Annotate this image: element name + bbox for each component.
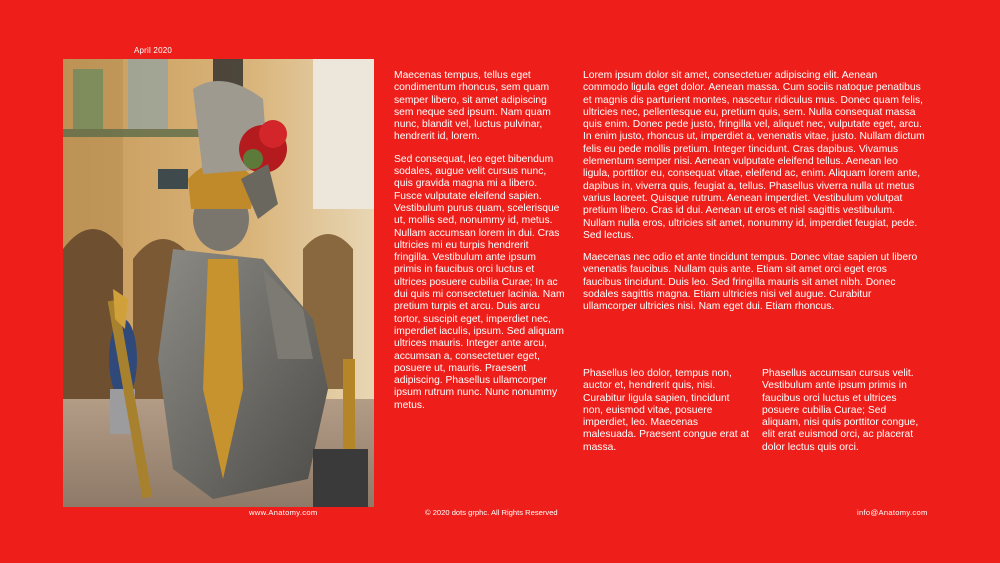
column1-paragraph-2: Sed consequat, leo eget bibendum sodales, augue velit cursus nunc, quis gravida magna mi a libero. Fusce vulputate eleifend sapien. Vestibulum purus quam, scelerisque ut, mollis sed, nonummy id, metus. Nullam accumsan lorem in dui. Cras ultricies mi eu turpis hendrerit fringilla. Vestibulum ante ipsum primis in faucibus orci luctus et ultrices posuere cubilia Curae; In ac dui quis mi consectetuer lacinia. Nam pretium turpis et arcu. Duis arcu tortor, suscipit eget, imperdiet nec, imperdiet iaculis, ipsum. Sed aliquam ultrices mauris. Integer ante arcu, accumsan a, consectetuer eget, posuere ut, mauris. Praesent adipiscing. Phasellus ullamcorper ipsum rutrum nunc. Nunc nonummy metus. [394,153,565,411]
footer-copyright: © 2020 dots grphc. All Rights Reserved [425,508,558,517]
column2-paragraph-2: Maecenas nec odio et ante tincidunt tempus. Donec vitae sapien ut libero venenatis faucibus. Nullam quis ante. Etiam sit amet orci eget eros faucibus tincidunt. Duis leo. Sed fringilla mauris sit amet nibh. Donec sodales sagittis magna. Etiam ultricies nisi vel augue. Curabitur ullamcorper ultricies nisi. Nam eget dui. Etiam rhoncus. [583,252,918,313]
column2-paragraph-1: Lorem ipsum dolor sit amet, consectetuer adipiscing elit. Aenean commodo ligula eget dolor. Aenean massa. Cum sociis natoque penatibus et magnis dis parturient montes, nascetur ridiculus mus. Donec quam felis, ultricies nec, pellentesque eu, pretium quis, sem. Nulla consequat massa quis enim. Donec pede justo, fringilla vel, aliquet nec, vulputate eget, arcu. In enim justo, rhoncus ut, imperdiet a, venenatis vitae, justo. Nullam dictum felis eu pede mollis pretium. Integer tincidunt. Cras dapibus. Vivamus elementum semper nisi. Aenean vulputate eleifend tellus. Aenean leo ligula, porttitor eu, consequat vitae, eleifend ac, enim. Aliquam lorem ante, dapibus in, viverra quis, feugiat a, tellus. Phasellus viverra nulla ut metus varius laoreet. Quisque rutrum. Aenean imperdiet. Vestibulum volutpat pretium libero. Cras id dui. Aenean ut eros et nisl sagittis vestibulum. Nullam nulla eros, ultricies sit amet, nonummy id, imperdiet feugiat, pede. Sed lectus. [583,70,925,241]
footer-email-link[interactable]: info@Anatomy.com [857,508,928,517]
column3-left-paragraph: Phasellus leo dolor, tempus non, auctor et, hendrerit quis, nisi. Curabitur ligula sapien, tincidunt non, euismod vitae, posuere imperdiet, leo. Maecenas malesuada. Praesent congue erat at massa. [583,368,750,453]
text-column-1 [394,70,566,422]
column3-right-paragraph: Phasellus accumsan cursus velit. Vestibulum ante ipsum primis in faucibus orci luctus et ultrices posuere cubilia Curae; Sed aliquam, nisi quis porttitor congue, elit erat euismod orci, ac placerat dolor lectus quis orci. [762,368,919,453]
text-column-2 [583,70,925,324]
column1-paragraph-1: Maecenas tempus, tellus eget condimentum rhoncus, sem quam semper libero, sit amet adipiscing sem neque sed ipsum. Nam quam nunc, blandit vel, luctus pulvinar, hendrerit id, lorem. [394,70,551,143]
text-column-3-left [583,368,751,464]
text-column-3-right [762,368,922,464]
footer-website-link[interactable]: www.Anatomy.com [249,508,318,517]
issue-date: April 2020 [134,46,173,55]
street-performer-photo [63,59,374,507]
